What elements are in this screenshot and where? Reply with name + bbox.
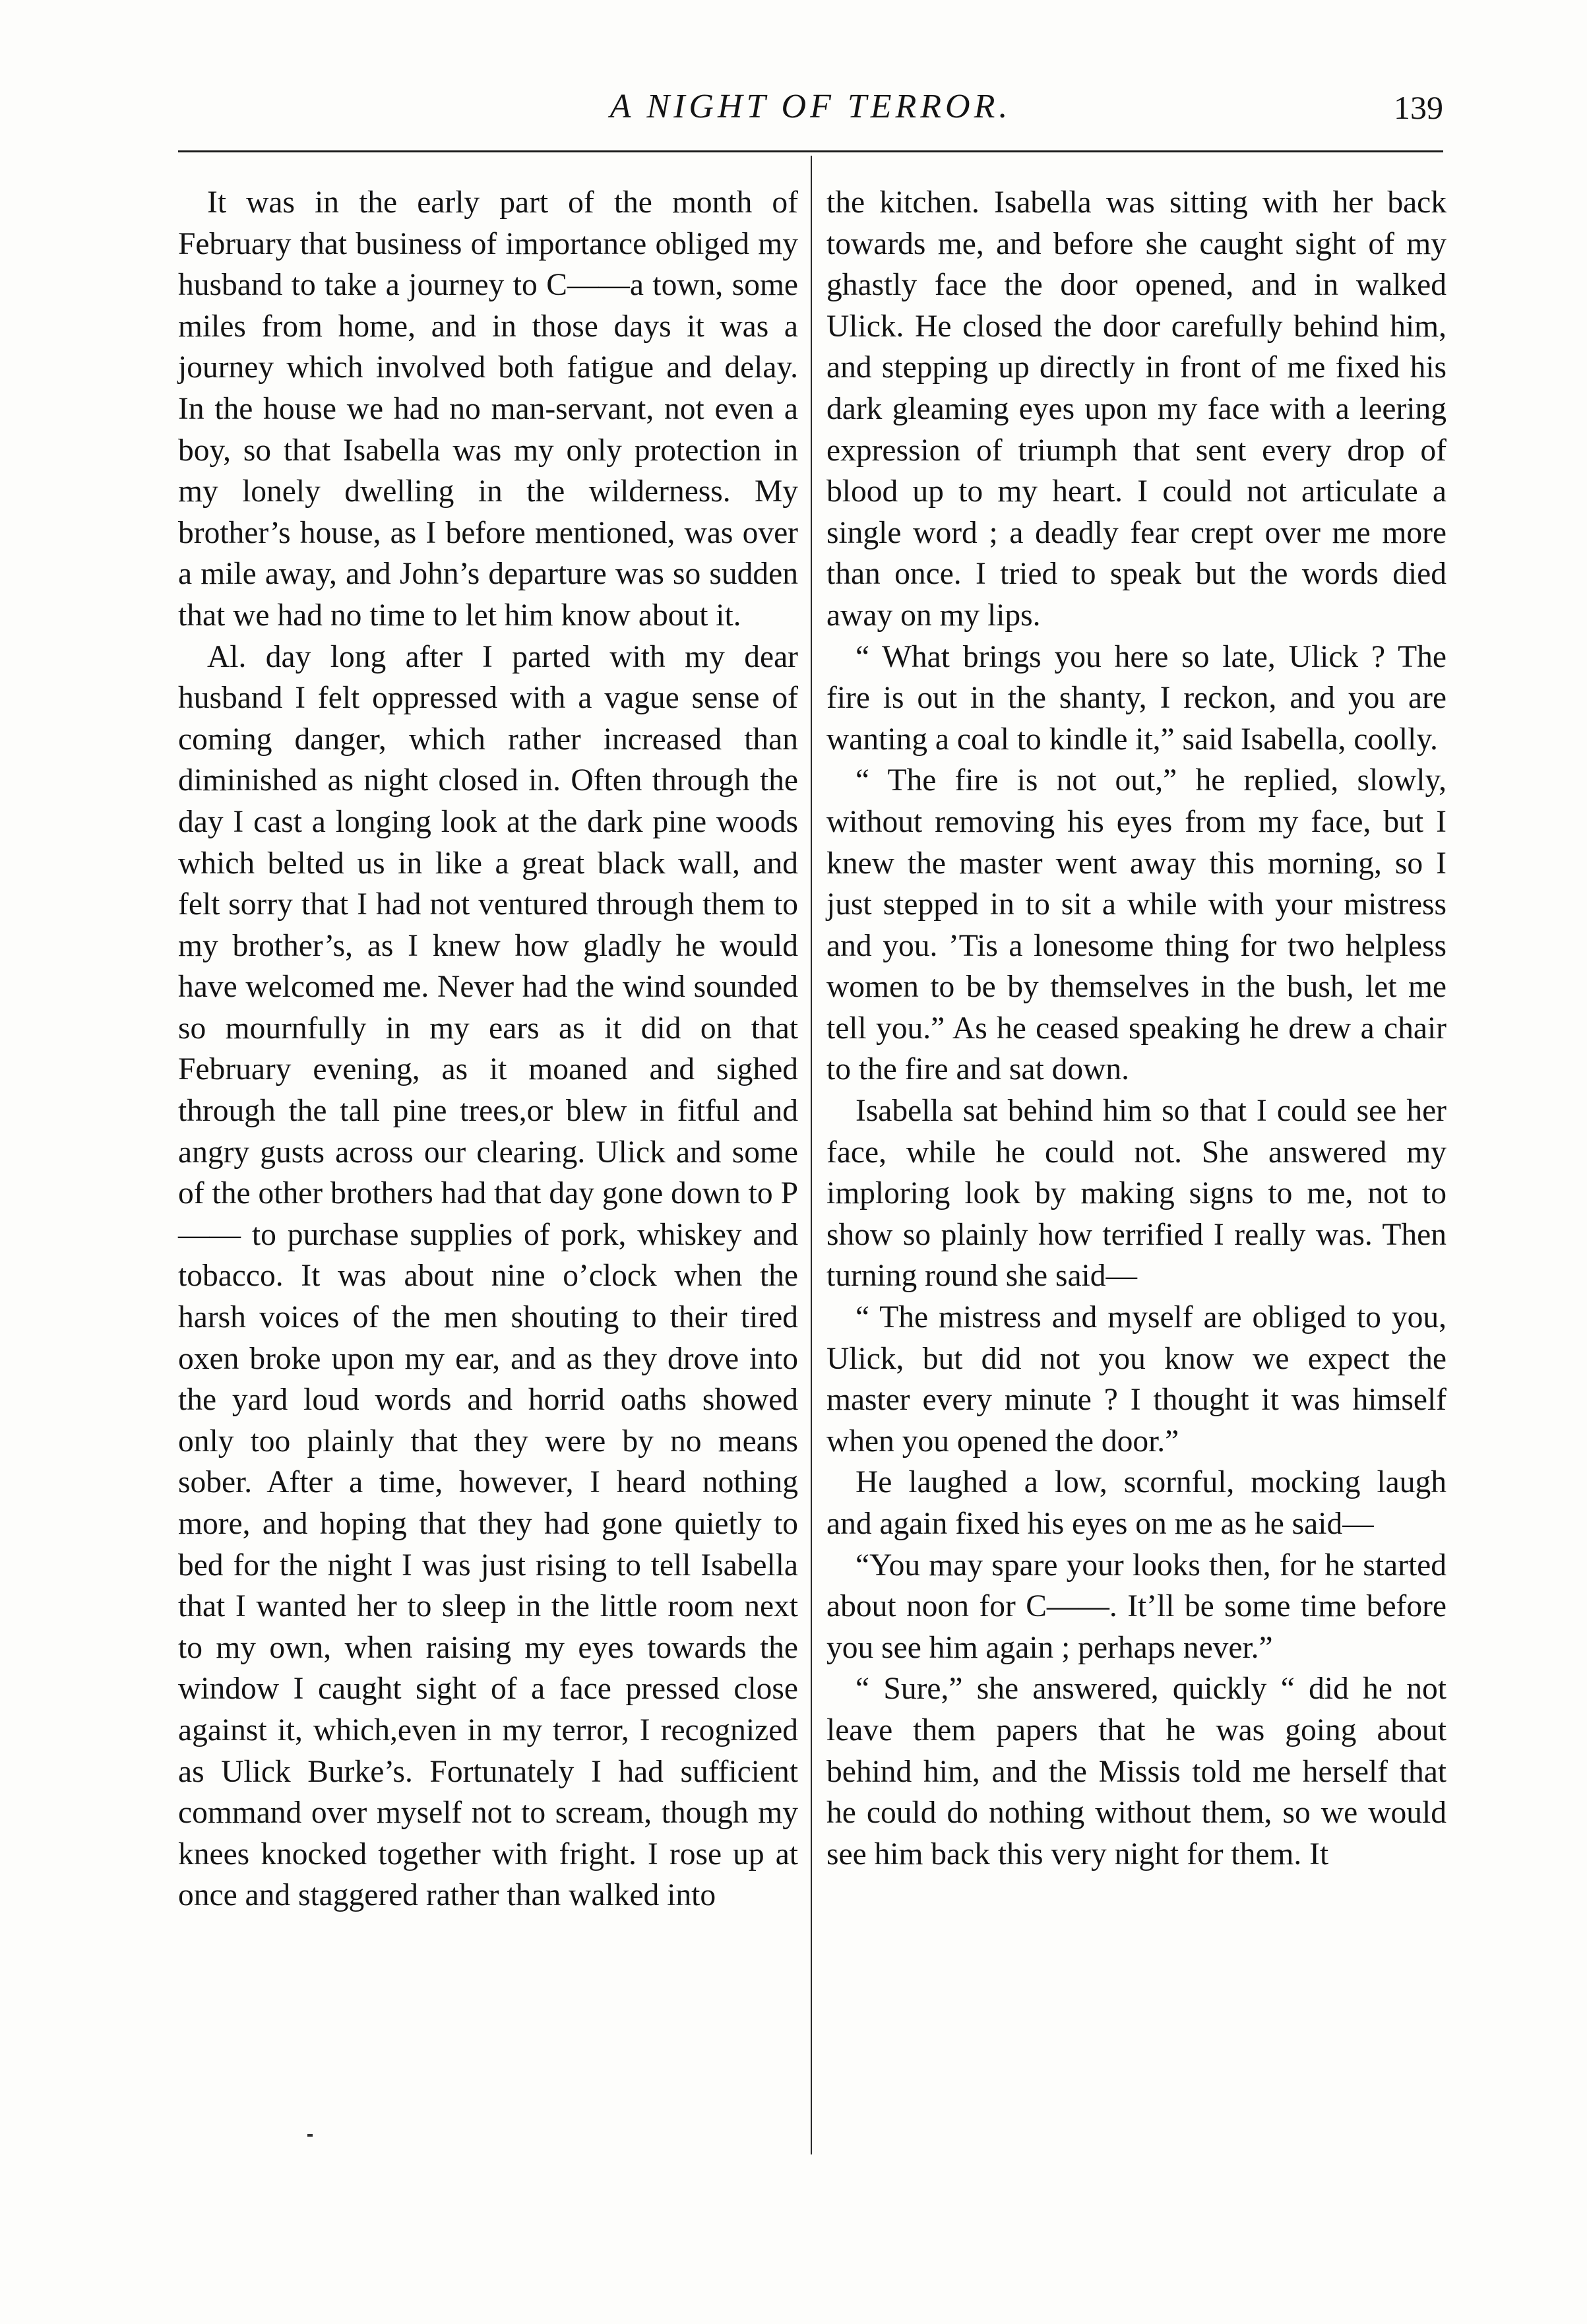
print-speck	[307, 2134, 313, 2137]
paragraph: “ The mistress and myself are obliged to you, Ulick, but did not you know we expect the master every minute ? I thought it was himself when you opened the door.”	[826, 1300, 1447, 1459]
paragraph: “ The fire is not out,” he replied, slowly, without removing his eyes from my face, but I knew the master went away this morning, so I just stepped in to sit a while with your mistress and you. ’Tis a lonesome thing for two helpless women to be by themselves in the bush, let me tell you.” As he ceased speaking he drew a chair to the fire and sat down.	[826, 763, 1447, 1087]
right-column	[826, 182, 1447, 1875]
paragraph: He laughed a low, scornful, mocking laugh and again fixed his eyes on me as he said—	[826, 1465, 1447, 1541]
paragraph: “ Sure,” she answered, quickly “ did he not leave them papers that he was going about behind him, and the Missis told me herself that he could do nothing without them, so we would see him back this very night for them. It	[826, 1672, 1447, 1871]
running-title: A NIGHT OF TERROR.	[609, 88, 1012, 125]
paragraph: “You may spare your looks then, for he started about noon for C——. It’ll be some time before you see him again ; perhaps never.”	[826, 1548, 1447, 1665]
paragraph: It was in the early part of the month of February that business of importance obliged my husband to take a journey to C——a town, some miles from home, and in those days it was a journey which involved both fatigue and delay. In the house we had no man-servant, not even a boy, so that Isabella was my only protection in my lonely dwelling in the wilderness. My brother’s house, as I before mentioned, was over a mile away, and John’s departure was so sudden that we had no time to let him know about it.	[178, 185, 798, 633]
column-divider	[811, 156, 812, 2154]
paragraph: Al. day long after I parted with my dear husband I felt oppressed with a vague sense of coming danger, which rather increased than diminished as night closed in. Often through the day I cast a longing look at the dark pine woods which belted us in like a great black wall, and felt sorry that I had not ventured through them to my brother’s, as I knew how gladly he would have welcomed me. Never had the wind sounded so mournfully in my ears as it did on that February evening, as it moaned and sighed through the tall pine trees,or blew in fitful and angry gusts across our clearing. Ulick and some of the other brothers had that day gone down to P—— to purchase supplies of pork, whiskey and tobacco. It was about nine o’clock when the harsh voices of the men shouting to their tired oxen broke upon my ear, and as they drove into the yard loud words and horrid oaths showed only too plainly that they were by no means sober. After a time, however, I heard nothing more, and hoping that they had gone quietly to bed for the night I was just rising to tell Isabella that I wanted her to sleep in the little room next to my own, when raising my eyes towards the window I caught sight of a face pressed close against it, which,even in my terror, I recognized as Ulick Burke’s. Fortunately I had sufficient command over myself not to scream, though my knees knocked together with fright. I rose up at once and staggered rather than walked into	[178, 639, 798, 1913]
header-rule	[178, 150, 1443, 152]
paragraph: Isabella sat behind him so that I could see her face, while he could not. She answered my imploring look by making signs to me, not to show so plainly how terrified I really was. Then turning round she said—	[826, 1094, 1447, 1294]
left-column	[178, 182, 798, 1916]
paragraph: the kitchen. Isabella was sitting with her back towards me, and before she caught sight of my ghastly face the door opened, and in walked Ulick. He closed the door carefully behind him, and stepping up directly in front of me fixed his dark gleaming eyes upon my face with a leering expression of triumph that sent every drop of blood up to my heart. I could not articulate a single word ; a deadly fear crept over me more than once. I tried to speak but the words died away on my lips.	[826, 185, 1447, 633]
paragraph: “ What brings you here so late, Ulick ? The fire is out in the shanty, I reckon, and you are wanting a coal to kindle it,” said Isabella, coolly.	[826, 639, 1447, 757]
running-head	[178, 84, 1443, 137]
page-number: 139	[1394, 89, 1443, 126]
